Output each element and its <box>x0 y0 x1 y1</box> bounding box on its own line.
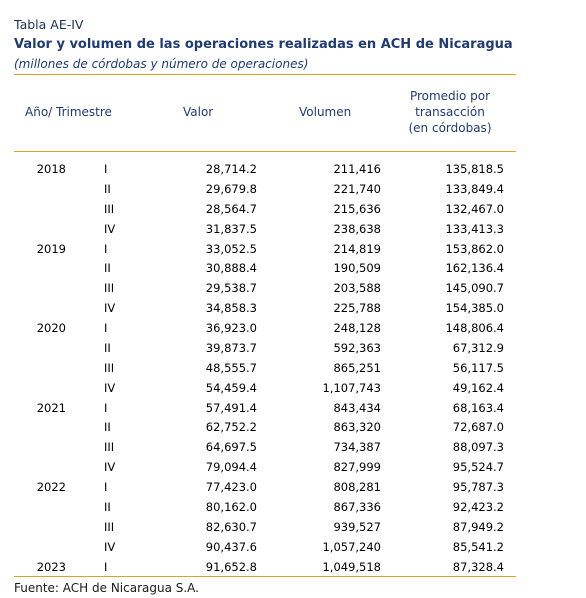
cell-quarter: III <box>104 519 115 534</box>
cell-promedio: 132,467.0 <box>445 201 504 216</box>
cell-year: 2018 <box>36 162 66 176</box>
cell-volumen: 215,636 <box>333 201 381 216</box>
cell-quarter: IV <box>104 460 116 475</box>
table-row <box>14 398 516 418</box>
table-body <box>14 152 516 576</box>
table-title: Valor y volumen de las operaciones realizadas en ACH de Nicaragua <box>14 37 513 52</box>
header-valor: Valor <box>183 105 214 119</box>
cell-valor: 79,094.4 <box>205 460 257 475</box>
cell-year: 2022 <box>36 480 66 494</box>
cell-volumen: 1,057,240 <box>322 539 381 554</box>
table-row <box>14 417 516 437</box>
table-row <box>14 199 516 219</box>
table-row <box>14 477 516 497</box>
cell-valor: 39,873.7 <box>205 340 257 355</box>
cell-valor: 90,437.6 <box>205 539 257 554</box>
cell-quarter: I <box>104 241 108 256</box>
cell-valor: 62,752.2 <box>205 420 257 435</box>
cell-volumen: 221,740 <box>333 181 381 196</box>
cell-quarter: II <box>104 420 111 435</box>
table-row <box>14 298 516 318</box>
cell-promedio: 87,949.2 <box>452 519 504 534</box>
table-row <box>14 457 516 477</box>
cell-quarter: I <box>104 162 108 176</box>
cell-valor: 48,555.7 <box>205 360 257 375</box>
cell-valor: 31,837.5 <box>205 221 257 236</box>
cell-promedio: 133,849.4 <box>445 181 504 196</box>
cell-volumen: 248,128 <box>333 321 381 335</box>
cell-promedio: 88,097.3 <box>452 440 504 455</box>
cell-volumen: 211,416 <box>333 162 381 176</box>
cell-quarter: I <box>104 559 108 574</box>
cell-volumen: 214,819 <box>333 241 381 256</box>
cell-quarter: II <box>104 181 111 196</box>
cell-volumen: 843,434 <box>333 400 381 415</box>
cell-quarter: IV <box>104 380 116 395</box>
cell-volumen: 203,588 <box>333 281 381 296</box>
cell-year: 2023 <box>36 559 66 574</box>
cell-volumen: 1,107,743 <box>322 380 381 395</box>
cell-valor: 36,923.0 <box>205 321 257 335</box>
cell-promedio: 68,163.4 <box>452 400 504 415</box>
cell-quarter: IV <box>104 539 116 554</box>
header-promedio-line-3: (en córdobas) <box>408 121 492 135</box>
table-row <box>14 179 516 199</box>
cell-valor: 28,564.7 <box>205 201 257 216</box>
table-row <box>14 437 516 457</box>
cell-promedio: 95,524.7 <box>452 460 504 475</box>
cell-volumen: 863,320 <box>333 420 381 435</box>
cell-quarter: III <box>104 281 115 296</box>
cell-promedio: 135,818.5 <box>445 162 504 176</box>
cell-quarter: II <box>104 261 111 276</box>
cell-volumen: 939,527 <box>333 519 381 534</box>
cell-quarter: III <box>104 201 115 216</box>
table-header <box>14 75 516 151</box>
cell-valor: 28,714.2 <box>205 162 257 176</box>
cell-volumen: 734,387 <box>333 440 381 455</box>
cell-volumen: 1,049,518 <box>322 559 381 574</box>
cell-valor: 80,162.0 <box>205 499 257 514</box>
cell-valor: 91,652.8 <box>205 559 257 574</box>
cell-quarter: III <box>104 440 115 455</box>
cell-volumen: 190,509 <box>333 261 381 276</box>
cell-valor: 57,491.4 <box>205 400 257 415</box>
table-row <box>14 517 516 537</box>
cell-promedio: 133,413.3 <box>445 221 504 236</box>
table-row <box>14 318 516 338</box>
cell-quarter: I <box>104 321 108 335</box>
cell-promedio: 56,117.5 <box>452 360 504 375</box>
cell-quarter: IV <box>104 221 116 236</box>
header-promedio-line-2: transacción <box>415 105 485 119</box>
cell-quarter: IV <box>104 301 116 316</box>
cell-volumen: 238,638 <box>333 221 381 236</box>
cell-promedio: 92,423.2 <box>452 499 504 514</box>
cell-promedio: 148,806.4 <box>445 321 504 335</box>
table-row <box>14 537 516 557</box>
cell-promedio: 153,862.0 <box>445 241 504 256</box>
cell-promedio: 87,328.4 <box>452 559 504 574</box>
table-label: Tabla AE-IV <box>14 17 84 32</box>
table-row <box>14 557 516 577</box>
cell-quarter: II <box>104 340 111 355</box>
cell-promedio: 85,541.2 <box>452 539 504 554</box>
table-row <box>14 219 516 239</box>
cell-promedio: 145,090.7 <box>445 281 504 296</box>
cell-quarter: I <box>104 400 108 415</box>
cell-promedio: 95,787.3 <box>452 480 504 494</box>
cell-valor: 29,679.8 <box>205 181 257 196</box>
table-bottom-rule <box>14 576 516 577</box>
cell-quarter: I <box>104 480 108 494</box>
cell-valor: 54,459.4 <box>205 380 257 395</box>
header-year-quarter: Año/ Trimestre <box>25 105 112 119</box>
cell-volumen: 867,336 <box>333 499 381 514</box>
cell-year: 2019 <box>36 241 66 256</box>
table-row <box>14 258 516 278</box>
cell-valor: 82,630.7 <box>205 519 257 534</box>
cell-valor: 33,052.5 <box>205 241 257 256</box>
table-row <box>14 338 516 358</box>
cell-promedio: 162,136.4 <box>445 261 504 276</box>
cell-valor: 34,858.3 <box>205 301 257 316</box>
cell-promedio: 49,162.4 <box>452 380 504 395</box>
table-subtitle: (millones de córdobas y número de operaciones) <box>14 57 309 71</box>
table-row <box>14 278 516 298</box>
cell-quarter: II <box>104 499 111 514</box>
table-row <box>14 159 516 179</box>
table-row <box>14 239 516 259</box>
cell-volumen: 865,251 <box>333 360 381 375</box>
table-container <box>14 16 516 577</box>
cell-promedio: 67,312.9 <box>452 340 504 355</box>
cell-year: 2020 <box>36 321 66 335</box>
cell-promedio: 154,385.0 <box>445 301 504 316</box>
table-row <box>14 497 516 517</box>
cell-volumen: 808,281 <box>333 480 381 494</box>
cell-promedio: 72,687.0 <box>452 420 504 435</box>
cell-valor: 77,423.0 <box>205 480 257 494</box>
table-row <box>14 378 516 398</box>
header-volumen: Volumen <box>299 105 352 119</box>
cell-volumen: 225,788 <box>333 301 381 316</box>
table-row <box>14 358 516 378</box>
cell-volumen: 592,363 <box>333 340 381 355</box>
source-note: Fuente: ACH de Nicaragua S.A. <box>14 581 199 595</box>
header-promedio <box>394 88 506 136</box>
cell-valor: 29,538.7 <box>205 281 257 296</box>
cell-volumen: 827,999 <box>333 460 381 475</box>
cell-valor: 64,697.5 <box>205 440 257 455</box>
cell-valor: 30,888.4 <box>205 261 257 276</box>
cell-year: 2021 <box>36 400 66 415</box>
header-promedio-line-1: Promedio por <box>409 89 491 103</box>
cell-quarter: III <box>104 360 115 375</box>
